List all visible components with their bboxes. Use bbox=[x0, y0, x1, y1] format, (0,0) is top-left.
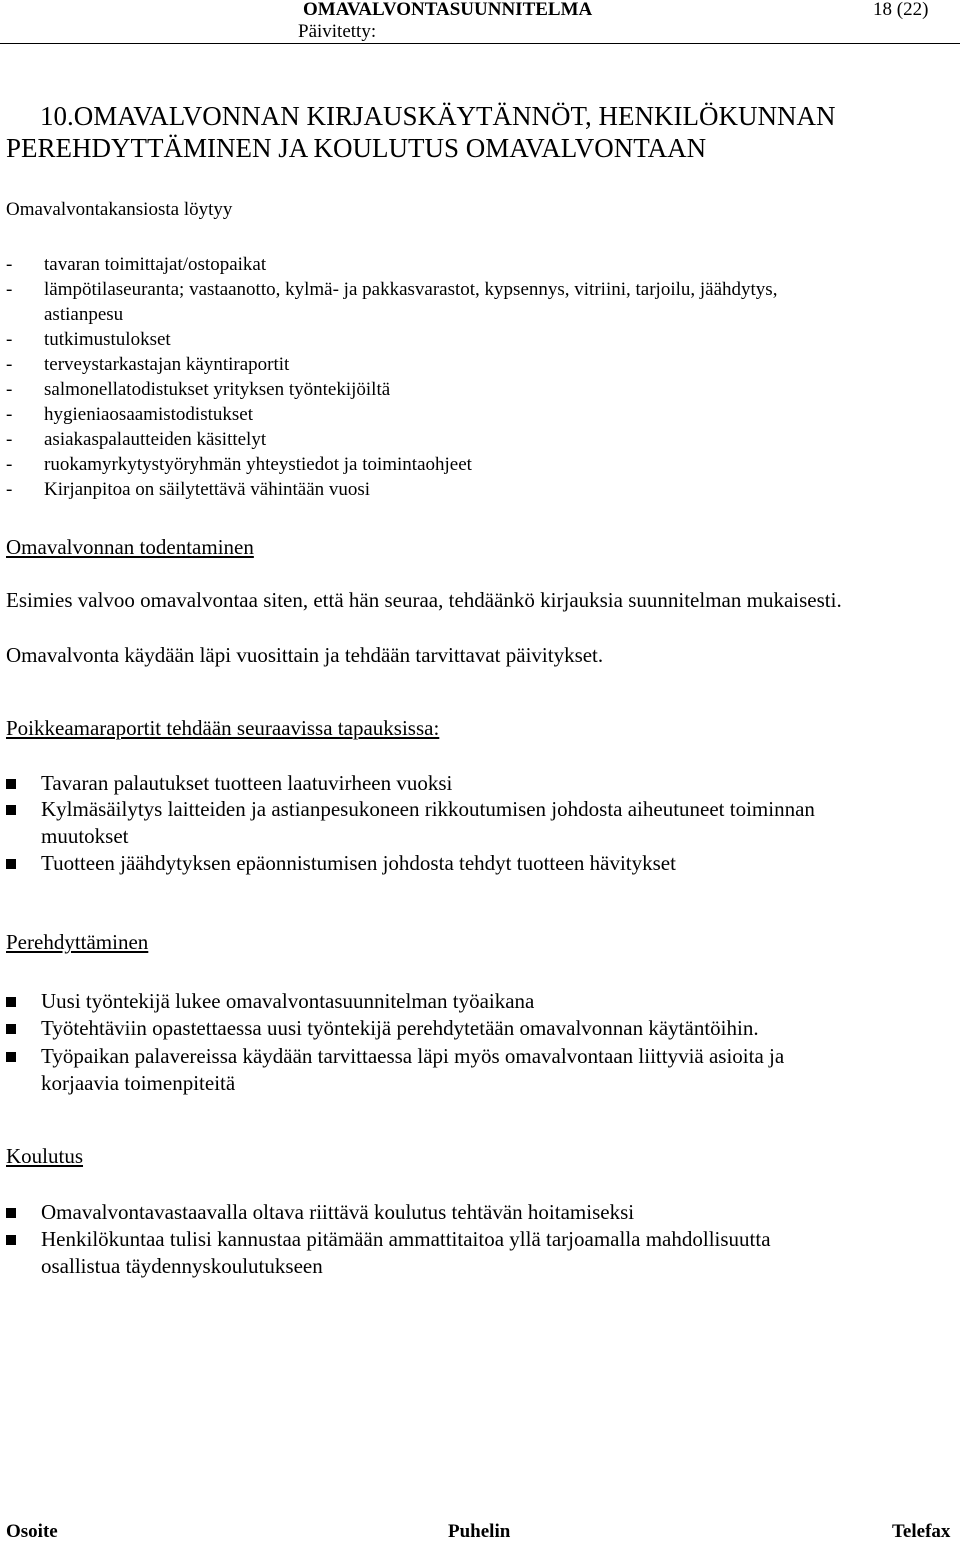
intro-text: Omavalvontakansiosta löytyy bbox=[6, 199, 233, 220]
updated-label: Päivitetty: bbox=[298, 21, 377, 42]
orientation-heading: Perehdyttäminen bbox=[6, 930, 149, 954]
footer-address-label: Osoite bbox=[6, 1521, 58, 1542]
bullet-square-icon bbox=[6, 779, 16, 789]
deviation-heading: Poikkeamaraportit tehdään seuraavissa tapauksissa: bbox=[6, 716, 440, 740]
verification-paragraph-1: Esimies valvoo omavalvontaa siten, että hän seuraa, tehdäänkö kirjauksia suunnitelman mukaisesti. bbox=[6, 588, 842, 612]
footer-fax-label: Telefax bbox=[892, 1521, 951, 1542]
bullet-square-icon bbox=[6, 1208, 16, 1218]
document-title: OMAVALVONTASUUNNITELMA bbox=[303, 0, 593, 20]
section-heading-line1: 10.OMAVALVONNAN KIRJAUSKÄYTÄNNÖT, HENKILÖKUNNAN bbox=[40, 101, 836, 131]
bullet-square-icon bbox=[6, 1052, 16, 1062]
page-number: 18 (22) bbox=[873, 0, 929, 20]
header-rule bbox=[0, 43, 960, 44]
verification-heading: Omavalvonnan todentaminen bbox=[6, 535, 254, 559]
bullet-square-icon bbox=[6, 1235, 16, 1245]
bullet-square-icon bbox=[6, 1024, 16, 1034]
section-heading-line2: PEREHDYTTÄMINEN JA KOULUTUS OMAVALVONTAAN bbox=[6, 133, 707, 163]
bullet-square-icon bbox=[6, 997, 16, 1007]
bullet-square-icon bbox=[6, 859, 16, 869]
verification-paragraph-2: Omavalvonta käydään läpi vuosittain ja tehdään tarvittavat päivitykset. bbox=[6, 643, 604, 667]
training-heading: Koulutus bbox=[6, 1144, 84, 1168]
footer-phone-label: Puhelin bbox=[448, 1521, 511, 1542]
bullet-square-icon bbox=[6, 805, 16, 815]
